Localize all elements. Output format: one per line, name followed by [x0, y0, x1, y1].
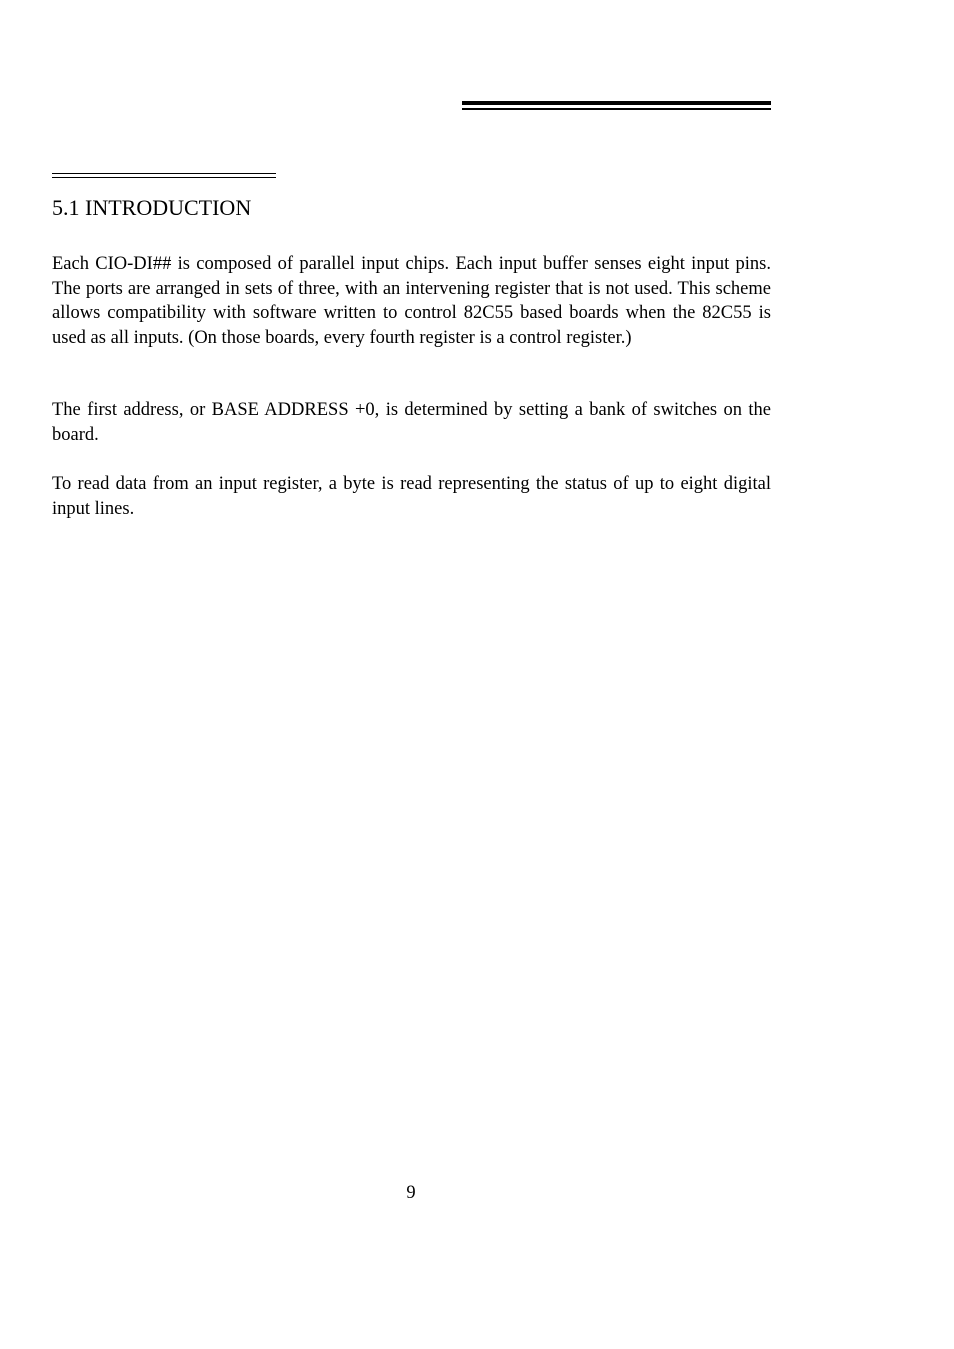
section-title-rule — [52, 173, 276, 179]
header-rule-thin — [462, 108, 771, 110]
section-title: 5.1 INTRODUCTION — [52, 195, 252, 220]
paragraph-introduction: Each CIO-DI## is composed of parallel input chips. Each input buffer senses eight input pins. The ports are arranged in sets of three, with an intervening register that is not used. This scheme allows compatibility with software written to control 82C55 based boards when the 82C55 is used as all inputs. (On those boards, every fourth register is a control register.) — [52, 254, 771, 348]
section-rule-line-lower — [52, 177, 276, 178]
section-rule-line-upper — [52, 173, 276, 174]
page-number: 9 — [406, 1183, 416, 1203]
paragraph-read-data: To read data from an input register, a byte is read representing the status of up to eight digital input lines. — [52, 474, 771, 519]
header-double-rule — [462, 101, 771, 110]
paragraph-base-address: The first address, or BASE ADDRESS +0, is determined by setting a bank of switches on the board. — [52, 400, 771, 445]
header-rule-thick — [462, 101, 771, 105]
